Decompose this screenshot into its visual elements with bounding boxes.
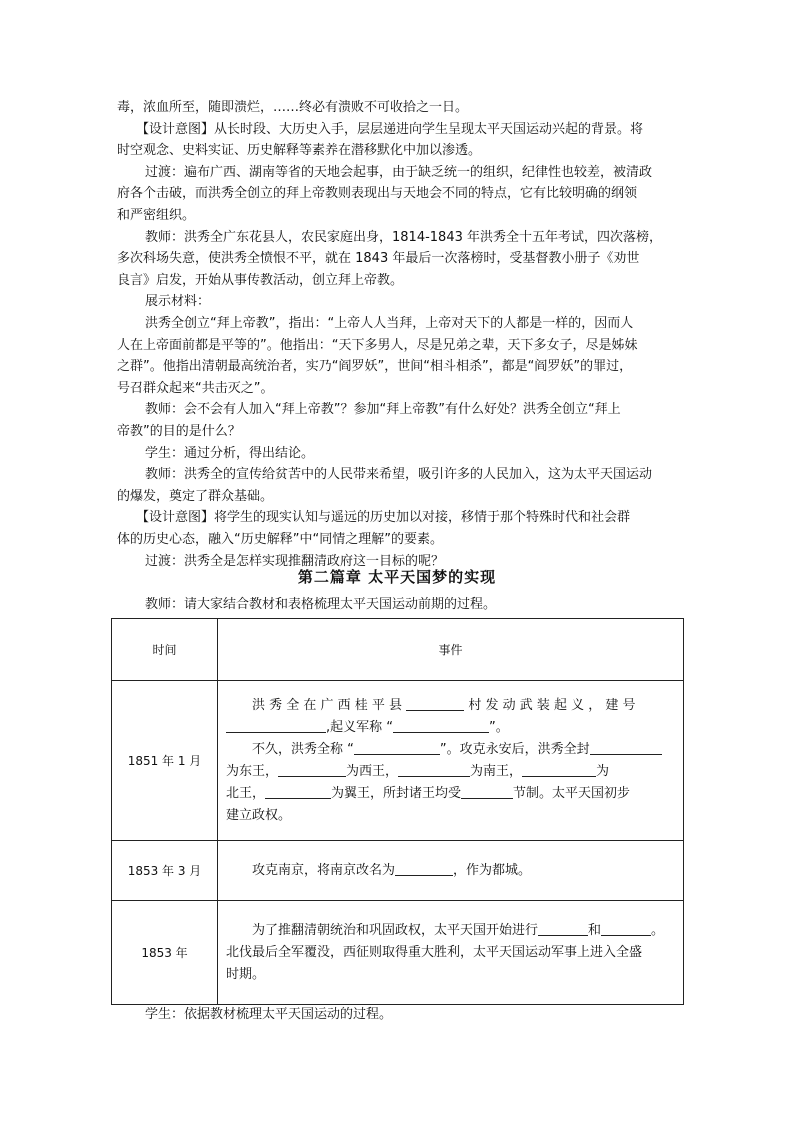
- event-text: ”。攻克永安后，洪秀全封: [439, 741, 590, 757]
- fill-blank[interactable]: [461, 784, 513, 799]
- events-table: [111, 618, 684, 1005]
- row-time: 1853 年 3 月: [112, 841, 218, 901]
- body-text-line: 良言》启发，开始从事传教活动，创立拜上帝教。: [117, 273, 404, 288]
- body-text-line: 的爆发，奠定了群众基础。: [117, 489, 274, 504]
- event-line: [226, 695, 677, 717]
- event-line: [226, 761, 677, 783]
- event-text: 不久，洪秀全称 “: [252, 741, 354, 757]
- event-text: 为西王，: [346, 763, 399, 779]
- event-text: 为东王，: [226, 763, 279, 779]
- event-line: [226, 920, 677, 942]
- fill-blank[interactable]: [278, 762, 346, 777]
- table-row: [112, 841, 684, 901]
- body-text-line: 人在上帝面前都是平等的”。他指出：“天下多男人，尽是兄弟之辈，天下多女子，尽是姊妹: [117, 338, 638, 353]
- event-line: [226, 717, 677, 739]
- fill-blank[interactable]: [590, 740, 662, 755]
- event-line: [226, 805, 677, 827]
- body-text-line: 和严密组织。: [117, 208, 196, 223]
- event-text: ,起义军称 “: [326, 719, 393, 735]
- event-line: [226, 964, 677, 986]
- body-text-line: 【设计意图】从长时段、大历史入手，层层递进向学生呈现太平天国运动兴起的背景。将: [136, 122, 644, 137]
- event-line: [226, 783, 677, 805]
- body-text-line: 洪秀全创立“拜上帝教”，指出：“上帝人人当拜，上帝对天下的人都是一样的，因而人: [145, 316, 634, 331]
- table-row: [112, 901, 684, 1005]
- body-text-line: 教师：洪秀全的宣传给贫苦中的人民带来希望，吸引许多的人民加入，这为太平天国运动: [145, 467, 653, 482]
- body-text-line: 教师：会不会有人加入“拜上帝教”？参加“拜上帝教”有什么好处？洪秀全创立“拜上: [145, 402, 621, 417]
- body-text-line: 体的历史心态，融入“历史解释”中“同情之理解”的要素。: [117, 532, 443, 547]
- row-time: 1853 年: [112, 901, 218, 1005]
- body-text-line: 之群”。他指出清朝最高统治者，实乃“阎罗妖”，世间“相斗相杀”，都是“阎罗妖”的罪过，: [117, 359, 633, 374]
- table-row: [112, 681, 684, 841]
- header-event: 事件: [218, 619, 684, 681]
- event-text: 为南王，: [470, 763, 523, 779]
- event-text: 洪 秀 全 在 广 西 桂 平 县: [252, 697, 403, 713]
- fill-blank[interactable]: [265, 784, 331, 799]
- event-text: 村 发 动 武 装 起 义 ， 建 号: [468, 697, 636, 713]
- fill-blank[interactable]: [406, 696, 464, 711]
- fill-blank[interactable]: [395, 861, 453, 876]
- event-text: 攻克南京，将南京改名为: [252, 862, 396, 878]
- fill-blank[interactable]: [226, 718, 326, 733]
- fill-blank[interactable]: [354, 740, 440, 755]
- body-text-line: 过渡：遍布广西、湖南等省的天地会起事，由于缺乏统一的组织，纪律性也较差，被清政: [145, 165, 653, 180]
- body-text-line: 学生：通过分析，得出结论。: [145, 446, 315, 461]
- body-text-line: 教师：洪秀全广东花县人，农民家庭出身，1814-1843 年洪秀全十五年考试，四次落榜，: [145, 230, 662, 245]
- body-text-line: 时空观念、史料实证、历史解释等素养在潜移默化中加以渗透。: [117, 143, 482, 158]
- row-time: 1851 年 1 月: [112, 681, 218, 841]
- event-text: 北王，: [226, 785, 266, 801]
- row-event: [218, 681, 684, 841]
- body-text-line: 帝教”的目的是什么？: [117, 424, 241, 439]
- fill-blank[interactable]: [522, 762, 596, 777]
- row-event: [218, 841, 684, 901]
- body-text-line: 府各个击破，而洪秀全创立的拜上帝教则表现出与天地会不同的特点，它有比较明确的纲领: [117, 186, 638, 201]
- event-text: 节制。太平天国初步: [513, 785, 631, 801]
- fill-blank[interactable]: [538, 921, 588, 936]
- event-line: [226, 739, 677, 761]
- body-text-line: 毒，浓血所至，随即溃烂，……终必有溃败不可收拾之一日。: [117, 100, 469, 115]
- chapter-title: 第二篇章 太平天国梦的实现: [297, 568, 497, 586]
- event-text: ，作为都城。: [453, 862, 532, 878]
- event-text: 北伐最后全军覆没，西征则取得重大胜利，太平天国运动军事上进入全盛: [226, 944, 643, 960]
- event-text: 为翼王，所封诸王均受: [331, 785, 462, 801]
- fill-blank[interactable]: [601, 921, 651, 936]
- body-text-line: 号召群众起来“共击灭之”。: [117, 381, 274, 396]
- event-text: 时期。: [226, 966, 266, 982]
- fill-blank[interactable]: [398, 762, 470, 777]
- row-event: [218, 901, 684, 1005]
- event-text: 为: [596, 763, 610, 779]
- event-line: [226, 942, 677, 964]
- event-line: [226, 860, 677, 882]
- body-text-line: 过渡：洪秀全是怎样实现推翻清政府这一目标的呢？: [145, 554, 445, 569]
- table-header-row: [112, 619, 684, 681]
- body-text-line: 多次科场失意，使洪秀全愤恨不平，就在 1843 年最后一次落榜时，受基督教小册子《劝世: [117, 251, 640, 266]
- event-text: 和: [588, 922, 602, 938]
- fill-blank[interactable]: [393, 718, 489, 733]
- event-text: ”。: [489, 719, 509, 735]
- body-text-line: 【设计意图】将学生的现实认知与遥远的历史加以对接，移情于那个特殊时代和社会群: [136, 510, 631, 525]
- student-note: 学生：依据教材梳理太平天国运动的过程。: [145, 1007, 393, 1022]
- event-text: 为了推翻清朝统治和巩固政权，太平天国开始进行: [252, 922, 539, 938]
- teacher-prompt: 教师：请大家结合教材和表格梳理太平天国运动前期的过程。: [145, 597, 497, 612]
- body-text-line: 展示材料：: [145, 294, 211, 309]
- event-text: 建立政权。: [226, 807, 292, 823]
- header-time: 时间: [112, 619, 218, 681]
- event-text: 。: [651, 922, 665, 938]
